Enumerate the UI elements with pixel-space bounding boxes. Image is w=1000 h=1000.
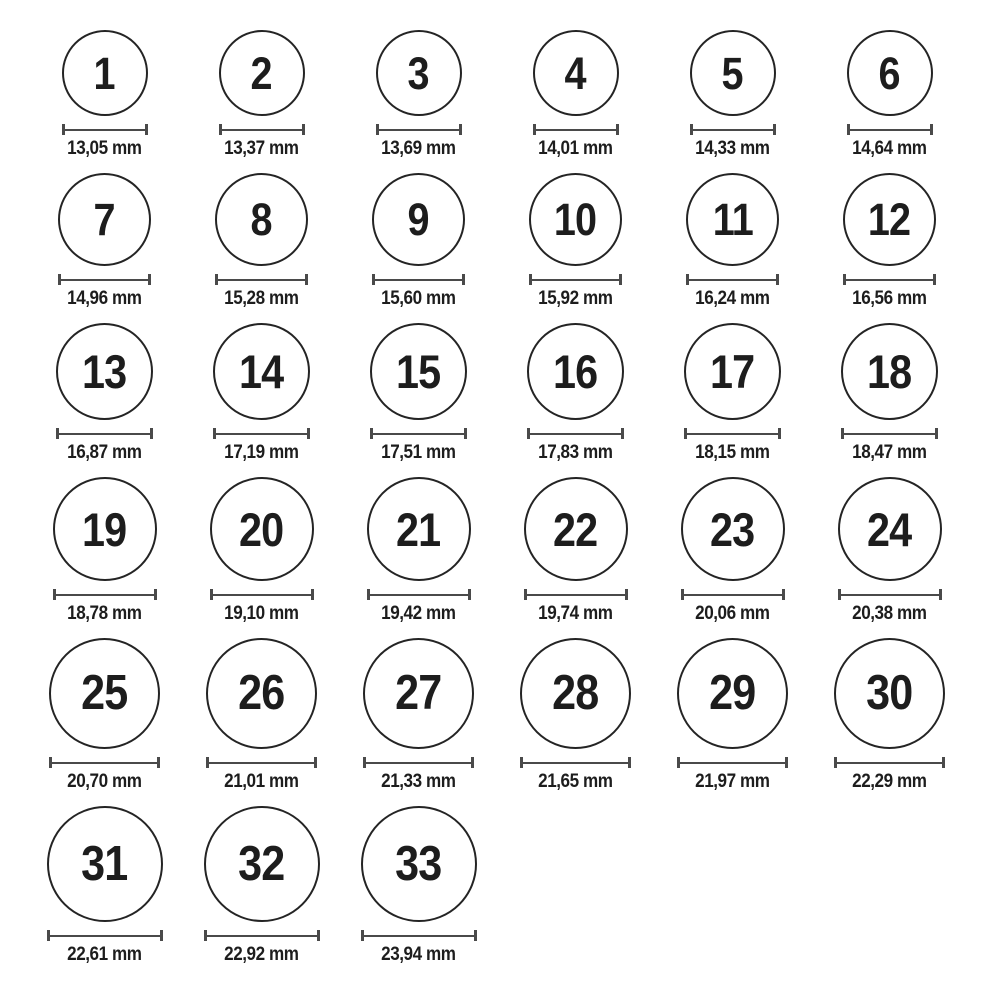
size-circle [834,638,945,749]
ring-size-item [654,323,811,464]
diameter-label: 13,05 mm [67,138,142,159]
diameter-label: 19,42 mm [381,603,456,624]
size-circle [204,806,320,922]
ring-size-number: 2 [250,47,273,99]
diameter-line [686,274,779,285]
size-circle [838,477,942,581]
ring-size-item [497,30,654,160]
ring-size-item [183,323,340,464]
diameter-line [370,428,467,439]
size-circle [213,323,310,420]
ring-size-number: 30 [866,666,913,720]
diameter-line [843,274,936,285]
ring-size-item [497,173,654,310]
ring-size-item [183,30,340,160]
ring-size-item [811,638,968,793]
diameter-line [62,124,148,135]
ring-size-number: 31 [81,836,128,891]
size-circle [529,173,622,266]
size-row [26,323,1000,464]
size-circle [847,30,933,116]
size-circle [681,477,785,581]
diameter-line [213,428,310,439]
ring-size-item [26,173,183,310]
ring-size-item [497,638,654,793]
diameter-label: 14,64 mm [852,138,927,159]
ring-size-number: 23 [710,502,755,556]
size-circle [361,806,477,922]
ring-size-number: 33 [395,836,442,891]
diameter-label: 15,28 mm [224,288,299,309]
diameter-label: 14,96 mm [67,288,142,309]
ring-size-item [811,323,968,464]
size-circle [533,30,619,116]
diameter-label: 17,19 mm [224,442,299,463]
ring-size-number: 18 [867,345,912,398]
diameter-label: 14,01 mm [538,138,613,159]
size-circle [841,323,938,420]
size-row [26,173,1000,310]
ring-size-number: 13 [82,345,127,398]
ring-size-number: 24 [867,502,912,556]
diameter-line [219,124,305,135]
ring-size-item [654,173,811,310]
ring-size-number: 12 [868,194,911,245]
ring-size-number: 7 [93,194,116,245]
ring-size-item [183,638,340,793]
ring-size-item [183,173,340,310]
ring-size-number: 19 [82,502,127,556]
size-row [26,638,1000,793]
diameter-label: 19,10 mm [224,603,299,624]
ring-size-number: 8 [250,194,273,245]
ring-size-item [811,477,968,625]
ring-size-item [340,477,497,625]
size-circle [62,30,148,116]
ring-size-item [654,30,811,160]
size-circle [53,477,157,581]
size-circle [58,173,151,266]
diameter-label: 13,69 mm [381,138,456,159]
diameter-line [210,589,314,600]
ring-size-number: 4 [564,47,587,99]
diameter-line [677,757,788,768]
diameter-line [47,930,163,941]
diameter-label: 17,83 mm [538,442,613,463]
diameter-line [58,274,151,285]
size-circle [49,638,160,749]
diameter-line [361,930,477,941]
diameter-line [56,428,153,439]
ring-size-number: 26 [238,666,285,720]
size-row [26,477,1000,625]
diameter-line [684,428,781,439]
ring-size-number: 27 [395,666,442,720]
size-row [26,806,1000,966]
diameter-line [363,757,474,768]
diameter-label: 22,92 mm [224,944,299,965]
diameter-label: 16,56 mm [852,288,927,309]
size-circle [215,173,308,266]
size-circle [520,638,631,749]
size-circle [370,323,467,420]
ring-size-item [340,30,497,160]
ring-size-item [183,477,340,625]
size-circle [843,173,936,266]
ring-size-number: 3 [407,47,430,99]
diameter-label: 21,01 mm [224,771,299,792]
ring-size-number: 17 [710,345,755,398]
diameter-line [367,589,471,600]
diameter-label: 17,51 mm [381,442,456,463]
diameter-label: 21,33 mm [381,771,456,792]
ring-size-item [811,173,968,310]
diameter-line [529,274,622,285]
diameter-label: 22,29 mm [852,771,927,792]
diameter-label: 21,97 mm [695,771,770,792]
diameter-line [847,124,933,135]
size-circle [524,477,628,581]
diameter-line [527,428,624,439]
ring-size-item [497,477,654,625]
diameter-line [49,757,160,768]
ring-size-number: 1 [93,47,116,99]
diameter-line [834,757,945,768]
size-circle [684,323,781,420]
diameter-line [838,589,942,600]
ring-size-number: 22 [553,502,598,556]
diameter-label: 23,94 mm [381,944,456,965]
ring-size-number: 6 [878,47,901,99]
size-circle [677,638,788,749]
diameter-line [206,757,317,768]
diameter-label: 13,37 mm [224,138,299,159]
diameter-line [524,589,628,600]
size-circle [56,323,153,420]
size-row [26,30,1000,160]
ring-size-number: 11 [712,194,753,245]
ring-size-item [340,173,497,310]
diameter-label: 16,24 mm [695,288,770,309]
ring-size-item [654,638,811,793]
diameter-line [53,589,157,600]
size-circle [372,173,465,266]
diameter-line [372,274,465,285]
diameter-line [376,124,462,135]
ring-size-item [26,477,183,625]
size-circle [206,638,317,749]
ring-size-number: 10 [554,194,597,245]
ring-size-number: 29 [709,666,756,720]
diameter-label: 21,65 mm [538,771,613,792]
ring-size-item [26,323,183,464]
ring-size-number: 14 [239,345,284,398]
ring-size-item [654,477,811,625]
ring-size-number: 5 [721,47,744,99]
ring-size-number: 15 [396,345,441,398]
ring-size-number: 25 [81,666,128,720]
ring-size-item [497,323,654,464]
diameter-label: 18,15 mm [695,442,770,463]
size-circle [363,638,474,749]
size-circle [690,30,776,116]
ring-size-number: 20 [239,502,284,556]
size-circle [47,806,163,922]
diameter-label: 19,74 mm [538,603,613,624]
size-circle [376,30,462,116]
diameter-line [690,124,776,135]
diameter-label: 20,70 mm [67,771,142,792]
ring-size-item [340,806,497,966]
ring-size-number: 28 [552,666,599,720]
diameter-line [520,757,631,768]
ring-size-item [26,30,183,160]
ring-size-number: 32 [238,836,285,891]
ring-size-item [340,323,497,464]
ring-size-item [811,30,968,160]
size-circle [527,323,624,420]
diameter-label: 14,33 mm [695,138,770,159]
diameter-line [533,124,619,135]
diameter-line [215,274,308,285]
ring-size-item [26,806,183,966]
diameter-label: 18,47 mm [852,442,927,463]
diameter-label: 22,61 mm [67,944,142,965]
diameter-label: 18,78 mm [67,603,142,624]
ring-size-item [26,638,183,793]
diameter-label: 15,60 mm [381,288,456,309]
ring-size-chart [26,30,1000,966]
size-circle [219,30,305,116]
ring-size-number: 9 [407,194,430,245]
diameter-line [204,930,320,941]
diameter-label: 20,06 mm [695,603,770,624]
diameter-line [841,428,938,439]
diameter-label: 15,92 mm [538,288,613,309]
size-circle [686,173,779,266]
size-circle [367,477,471,581]
ring-size-item [340,638,497,793]
diameter-line [681,589,785,600]
size-circle [210,477,314,581]
ring-size-number: 21 [396,502,441,556]
diameter-label: 20,38 mm [852,603,927,624]
ring-size-item [183,806,340,966]
diameter-label: 16,87 mm [67,442,142,463]
ring-size-number: 16 [553,345,598,398]
